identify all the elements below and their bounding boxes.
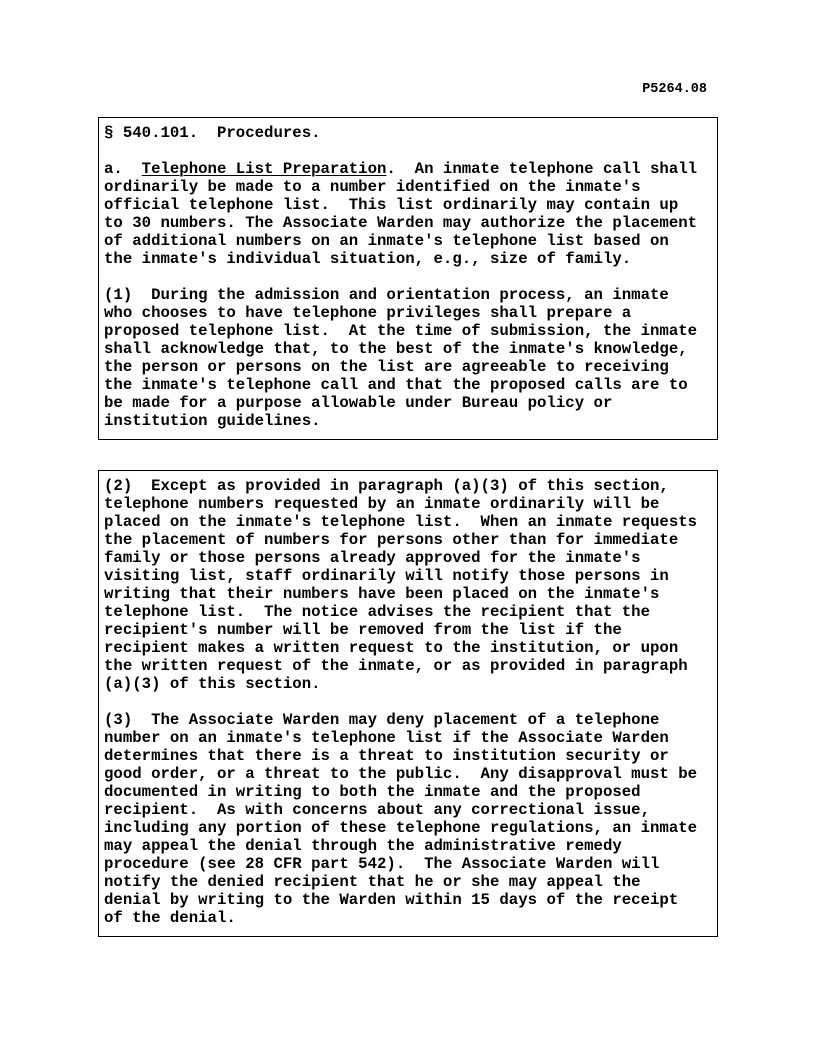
- paragraph: [104, 124, 712, 142]
- text-line: determines that there is a threat to institution security or: [104, 747, 669, 765]
- text-segment: . An inmate telephone call shall: [386, 160, 698, 178]
- text-line: official telephone list. This list ordinarily may contain up: [104, 196, 679, 214]
- text-line: (2) Except as provided in paragraph (a)(3) of this section,: [104, 477, 669, 495]
- text-line: recipient's number will be removed from the list if the: [104, 621, 622, 639]
- text-line: (3) The Associate Warden may deny placement of a telephone: [104, 711, 660, 729]
- text-line: § 540.101. Procedures.: [104, 124, 321, 142]
- policy-text-box-1: [98, 117, 718, 440]
- doc-number: P5264.08: [642, 82, 707, 97]
- text-line: proposed telephone list. At the time of submission, the inmate: [104, 322, 698, 340]
- text-line: documented in writing to both the inmate and the proposed: [104, 783, 641, 801]
- text-line: visiting list, staff ordinarily will notify those persons in: [104, 567, 669, 585]
- text-line: be made for a purpose allowable under Bureau policy or: [104, 394, 613, 412]
- text-line: the person or persons on the list are agreeable to receiving: [104, 358, 669, 376]
- text-line: shall acknowledge that, to the best of the inmate's knowledge,: [104, 340, 688, 358]
- text-line: who chooses to have telephone privileges shall prepare a: [104, 304, 632, 322]
- text-line: procedure (see 28 CFR part 542). The Associate Warden will: [104, 855, 660, 873]
- text-line: including any portion of these telephone regulations, an inmate: [104, 819, 698, 837]
- policy-text-box-2: [98, 470, 718, 937]
- text-line: telephone numbers requested by an inmate ordinarily will be: [104, 495, 660, 513]
- text-line: good order, or a threat to the public. Any disapproval must be: [104, 765, 698, 783]
- text-line: recipient. As with concerns about any correctional issue,: [104, 801, 651, 819]
- text-line: (1) During the admission and orientation process, an inmate: [104, 286, 669, 304]
- text-line: may appeal the denial through the administrative remedy: [104, 837, 622, 855]
- text-line: writing that their numbers have been placed on the inmate's: [104, 585, 660, 603]
- text-line: telephone list. The notice advises the recipient that the: [104, 603, 651, 621]
- text-line: the inmate's individual situation, e.g., size of family.: [104, 250, 632, 268]
- text-segment: a.: [104, 160, 142, 178]
- text-line: to 30 numbers. The Associate Warden may authorize the placement: [104, 214, 698, 232]
- text-line: [104, 160, 712, 178]
- text-line: the placement of numbers for persons other than for immediate: [104, 531, 679, 549]
- paragraph: [104, 160, 712, 268]
- underlined-heading: Telephone List Preparation: [141, 160, 387, 178]
- text-line: denial by writing to the Warden within 15 days of the receipt: [104, 891, 679, 909]
- text-line: of the denial.: [104, 909, 236, 927]
- text-line: notify the denied recipient that he or she may appeal the: [104, 873, 641, 891]
- text-line: of additional numbers on an inmate's telephone list based on: [104, 232, 669, 250]
- text-line: family or those persons already approved for the inmate's: [104, 549, 641, 567]
- text-line: the inmate's telephone call and that the proposed calls are to: [104, 376, 688, 394]
- text-line: ordinarily be made to a number identified on the inmate's: [104, 178, 641, 196]
- paragraph: [104, 286, 712, 430]
- paragraph: [104, 711, 712, 927]
- text-line: placed on the inmate's telephone list. When an inmate requests: [104, 513, 698, 531]
- text-line: number on an inmate's telephone list if the Associate Warden: [104, 729, 669, 747]
- text-line: recipient makes a written request to the institution, or upon: [104, 639, 679, 657]
- text-line: the written request of the inmate, or as provided in paragraph: [104, 657, 688, 675]
- paragraph: [104, 477, 712, 693]
- text-line: (a)(3) of this section.: [104, 675, 321, 693]
- text-line: institution guidelines.: [104, 412, 321, 430]
